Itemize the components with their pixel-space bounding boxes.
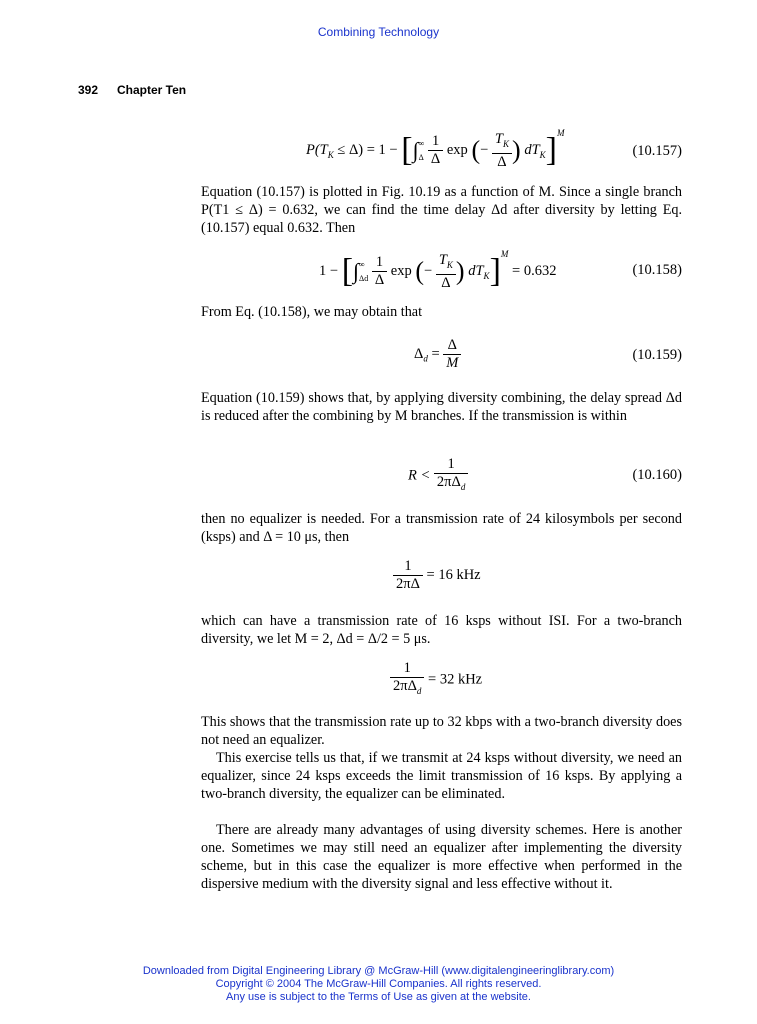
eq157-differential-sub: K (539, 149, 546, 160)
eqB-fraction (390, 660, 424, 700)
eq157-t-den: Δ (497, 153, 507, 170)
eq158-open-paren: ( (415, 256, 425, 286)
chapter-title: Chapter Ten (117, 83, 187, 97)
paragraph-2: From Eq. (10.158), we may obtain that (201, 304, 423, 320)
eq157-integral-sign: ∫ (412, 137, 419, 163)
equation-number-10-159: (10.159) (632, 347, 682, 363)
eq159-frac-num: Δ (443, 337, 461, 355)
paragraph-6: This shows that the transmission rate up to 32 kbps with a two-branch diversity does not need an equalizer. (201, 714, 682, 748)
equation-10-159 (414, 337, 461, 372)
eqB-rhs: = 32 kHz (428, 671, 483, 688)
eq158-close-bracket: ] (489, 252, 501, 290)
eq157-lhs-rest: ≤ Δ) = 1 − (333, 142, 398, 158)
eq158-exponent-fraction (436, 252, 456, 292)
eq158-minus: − (424, 263, 433, 279)
eq158-rhs: = 0.632 (512, 263, 557, 279)
eq157-lhs-sub: K (327, 149, 334, 160)
eq157-power: M (556, 128, 565, 138)
page-number: 392 (78, 83, 99, 97)
eq157-differential: dT (524, 142, 540, 158)
eqA-fraction (393, 558, 423, 593)
eq158-differential-sub: K (483, 270, 490, 281)
eq157-exp: exp (446, 142, 468, 158)
paragraph-8: There are already many advantages of using diversity schemes. Here is another one. Sometimes we may still need an equalizer after implementing the diversity scheme, but in this case the equalizer is more effective when performed in the dispersive medium with the diversity signal and less effective without it. (201, 822, 682, 892)
eq157-lower-limit: Δ (418, 152, 424, 162)
eq158-lhs: 1 − (319, 263, 339, 279)
paragraph-4: then no equalizer is needed. For a transmission rate of 24 kilosymbols per second (ksps) and Δ = 10 μs, then (201, 511, 682, 545)
eqA-rhs: = 16 kHz (426, 566, 481, 583)
eqB-frac-num: 1 (390, 660, 424, 678)
eq157-frac-den: Δ (430, 151, 441, 168)
paragraph-3: Equation (10.159) shows that, by applying diversity combining, the delay spread Δd is reduced after the combining by M branches. If the transmission is within (201, 390, 682, 424)
eq158-t-num: T (438, 251, 447, 268)
eq158-frac-den: Δ (374, 272, 385, 289)
eq158-open-bracket: [ (341, 252, 354, 290)
eq157-open-paren: ( (471, 135, 481, 165)
equation-16-khz (393, 558, 481, 593)
equation-number-10-158: (10.158) (632, 262, 682, 278)
eq158-t-den: Δ (441, 274, 451, 291)
eq159-equals: = (431, 345, 440, 362)
eq159-lhs: Δ (414, 345, 424, 362)
eq160-frac-den: 2πΔ (436, 474, 461, 490)
eq158-frac-num: 1 (372, 254, 387, 272)
footer-terms-of-use[interactable]: Any use is subject to the Terms of Use as given at the website. (226, 991, 531, 1003)
equation-10-157 (306, 128, 564, 171)
footer-download-link[interactable]: Downloaded from Digital Engineering Library @ McGraw-Hill (www.digitalengineeringlibrary.com) (142, 965, 615, 977)
equation-32-khz (390, 660, 482, 700)
eq157-frac-num: 1 (428, 133, 443, 151)
eq159-fraction (443, 337, 461, 372)
eq157-fraction (428, 133, 443, 168)
footer-copyright[interactable]: Copyright © 2004 The McGraw-Hill Companies. All rights reserved. (215, 978, 542, 990)
eq158-close-paren: ) (455, 256, 465, 286)
eq158-fraction (372, 254, 387, 289)
eqA-frac-den: 2πΔ (396, 576, 420, 592)
eq157-exponent-fraction (492, 131, 512, 171)
eq158-differential: dT (468, 263, 484, 279)
eq160-lhs: R < (408, 467, 431, 484)
eqB-frac-den-sub: d (416, 685, 422, 696)
eq160-frac-den-sub: d (460, 481, 466, 492)
paragraph-5: which can have a transmission rate of 16 ksps without ISI. For a two-branch diversity, we let M = 2, Δd = Δ/2 = 5 μs. (201, 613, 682, 647)
eq157-t-num: T (494, 130, 503, 147)
eq160-frac-num: 1 (434, 456, 468, 474)
equation-number-10-157: (10.157) (632, 143, 682, 159)
running-header-link[interactable]: Combining Technology (317, 25, 440, 39)
equation-number-10-160: (10.160) (632, 467, 682, 483)
eq159-lhs-sub: d (423, 353, 428, 364)
eq158-power: M (500, 249, 509, 259)
paragraph-1: Equation (10.157) is plotted in Fig. 10.19 as a function of M. Since a single branch P(T1 ≤ Δ) = 0.632, we can find the time delay Δd after diversity by letting Eq. (10.157) equal 0.632. Then (201, 184, 682, 236)
eq158-exp: exp (390, 263, 412, 279)
eq157-close-paren: ) (512, 135, 521, 165)
eq157-t-sub: K (503, 138, 510, 149)
eq159-frac-den: M (446, 355, 459, 371)
eq158-t-sub: K (446, 259, 453, 270)
eqB-frac-den: 2πΔ (393, 678, 417, 694)
eq158-limits (359, 258, 368, 286)
eq158-upper-limit: ∞ (359, 259, 365, 269)
eq158-lower-limit: Δd (359, 273, 369, 283)
eq157-open-bracket: [ (401, 131, 413, 169)
eq157-upper-limit: ∞ (418, 138, 425, 148)
paragraph-7: This exercise tells us that, if we transmit at 24 ksps without diversity, we need an equalizer, since 24 ksps exceeds the limit transmission of 16 ksps. By applying a two-branch diversity, the equalizer can be eliminated. (201, 750, 682, 802)
eq157-close-bracket: ] (545, 131, 557, 169)
eq160-fraction (434, 456, 468, 496)
eqA-frac-num: 1 (393, 558, 423, 576)
eq157-lhs: P(T (306, 142, 328, 158)
eq157-minus: − (480, 142, 489, 158)
eq158-integral-sign: ∫ (353, 258, 360, 284)
equation-10-160 (408, 456, 468, 496)
eq157-limits (419, 137, 425, 165)
equation-10-158 (319, 249, 556, 292)
